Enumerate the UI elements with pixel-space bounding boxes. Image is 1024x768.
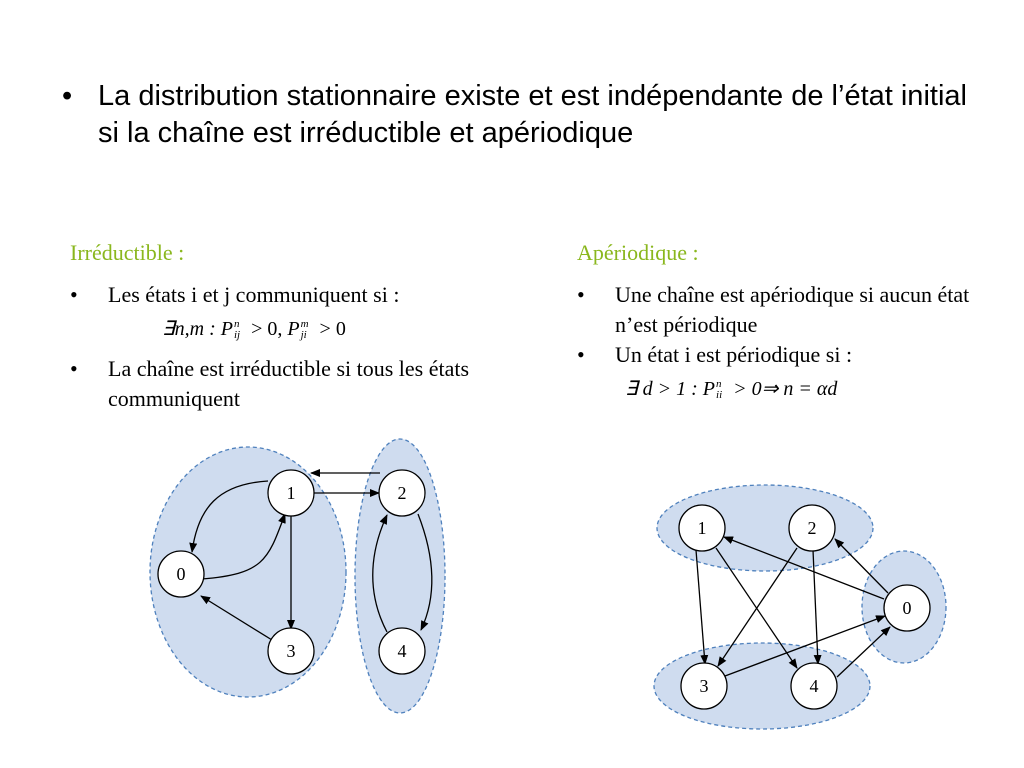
bullet-marker: •: [70, 356, 78, 381]
node-0: [158, 551, 204, 597]
aperiodic-heading: Apériodique :: [577, 240, 699, 265]
formula-mid: > 0,: [246, 318, 288, 340]
node-4: [791, 663, 837, 709]
formula-p1-sub: ij: [233, 329, 241, 342]
irreducible-graph: [150, 439, 445, 713]
node-0-label: 0: [176, 564, 186, 584]
node-2-label: 2: [397, 483, 407, 503]
node-4-label: 4: [809, 676, 819, 696]
node-1-label: 1: [286, 483, 296, 503]
irreducible-bullet-2-text: La chaîne est irréductible si tous les états communiquent: [108, 356, 470, 411]
node-3-label: 3: [286, 641, 296, 661]
node-4: [379, 628, 425, 674]
formula-p2-sup: m: [300, 318, 309, 331]
formula-p2: P: [287, 318, 300, 340]
formula-p: P: [702, 378, 716, 400]
bullet-marker: •: [577, 282, 585, 307]
formula-end: > 0⇒ n = αd: [728, 378, 838, 400]
node-0-label: 0: [902, 598, 912, 618]
irreducible-heading: Irréductible :: [70, 240, 185, 265]
node-1: [268, 470, 314, 516]
formula-p-sup: n: [716, 378, 722, 391]
formula-end: > 0: [314, 318, 346, 340]
node-4-label: 4: [397, 641, 407, 661]
formula-p-sub: ii: [716, 389, 723, 402]
formula-exists: ∃ d > 1 :: [625, 378, 703, 400]
node-2-label: 2: [807, 518, 817, 538]
formula-p1: P: [220, 318, 233, 340]
node-3: [268, 628, 314, 674]
node-0: [884, 585, 930, 631]
edge-2-4: [813, 550, 818, 664]
node-2: [789, 505, 835, 551]
formula-exists: ∃n,m :: [162, 318, 221, 340]
aperiodic-graph: [654, 485, 946, 729]
title-bullet: •: [62, 80, 73, 112]
formula-p2-sub: ji: [300, 329, 307, 342]
node-1-label: 1: [697, 518, 707, 538]
title-text: La distribution stationnaire existe et est indépendante de l’état initial si la chaîne est irréductible et apériodique: [98, 80, 967, 149]
bullet-marker: •: [577, 342, 585, 367]
bullet-marker: •: [70, 282, 78, 307]
node-1: [679, 505, 725, 551]
edge-1-3: [696, 550, 705, 664]
node-2: [379, 470, 425, 516]
formula-p1-sup: n: [233, 318, 240, 331]
aperiodic-bullet-1-text: Une chaîne est apériodique si aucun état n’est périodique: [615, 282, 970, 337]
irreducible-bullet-1-text: Les états i et j communiquent si :: [108, 282, 400, 307]
node-3: [681, 663, 727, 709]
aperiodic-bullet-2-text: Un état i est périodique si :: [615, 342, 853, 367]
node-3-label: 3: [699, 676, 709, 696]
